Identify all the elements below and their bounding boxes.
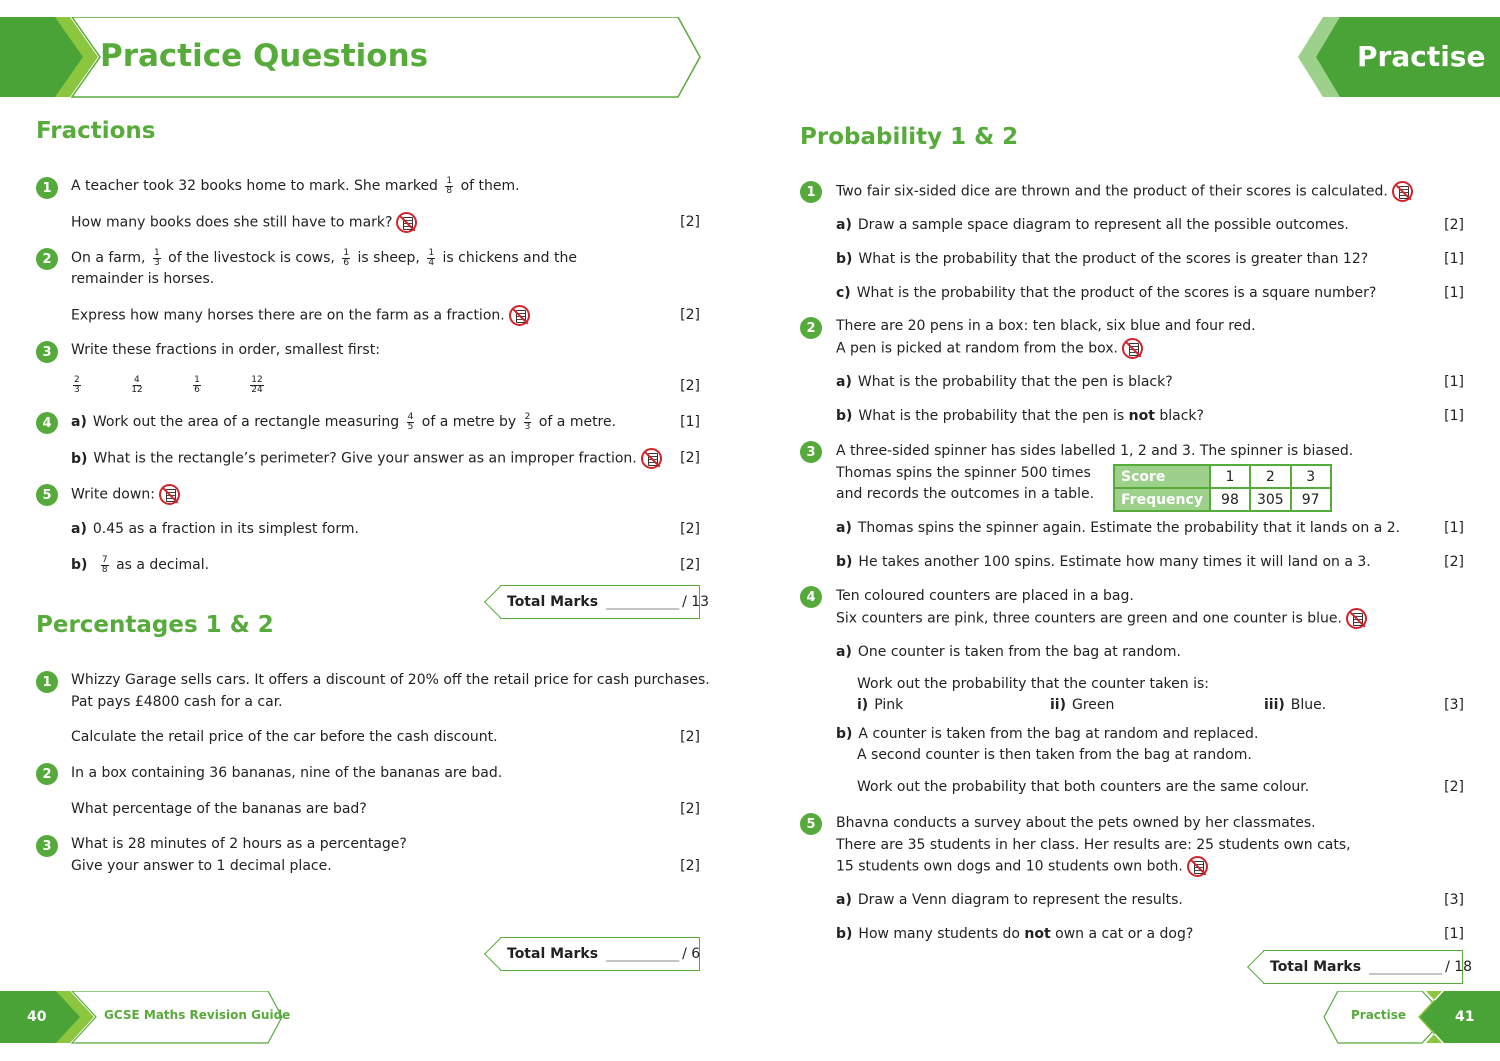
question-text: Give your answer to 1 decimal place. [71, 858, 332, 874]
question-text: A teacher took 32 books home to mark. She marked $\frac{1}{8}$ of them. [71, 175, 520, 196]
no-calculator-icon [159, 484, 180, 505]
fraction: $\frac{12}{24}$ [251, 374, 263, 395]
fraction-list [70, 375, 267, 396]
question-part: a) One counter is taken from the bag at random. [836, 644, 1181, 660]
marks: [2] [680, 729, 700, 745]
question-number: 4 [800, 586, 822, 608]
marks: [2] [680, 858, 700, 874]
question-text: Calculate the retail price of the car before the cash discount. [71, 729, 498, 745]
section-banner-title: Practise [1357, 40, 1486, 73]
question-number: 2 [800, 317, 822, 339]
question-text: What percentage of the bananas are bad? [71, 801, 367, 817]
question-part: b) He takes another 100 spins. Estimate how many times it will land on a 3. [836, 554, 1371, 570]
marks: [2] [680, 307, 700, 323]
question-text: Thomas spins the spinner 500 times [836, 465, 1091, 481]
question-text: Work out the probability that both counters are the same colour. [857, 779, 1310, 795]
question-text: Work out the probability that the counter taken is: [857, 676, 1209, 692]
marks: [2] [680, 378, 700, 394]
marks: [1] [1444, 408, 1464, 424]
question-part: b) What is the probability that the product of the scores is greater than 12? [836, 251, 1369, 267]
question-text: Two fair six-sided dice are thrown and the product of their scores is calculated. [836, 181, 1413, 203]
question-text: A second counter is then taken from the bag at random. [857, 747, 1252, 763]
question-text: A three-sided spinner has sides labelled 1, 2 and 3. The spinner is biased. [836, 443, 1354, 459]
fraction: $\frac{1}{8}$ [446, 175, 453, 196]
question-part: b) What is the probability that the pen is not black? [836, 408, 1204, 424]
question-text: Pat pays £4800 cash for a car. [71, 694, 283, 710]
question-part: a) 0.45 as a fraction in its simplest form. [71, 521, 359, 537]
question-number: 5 [36, 484, 58, 506]
table-header: Frequency [1114, 488, 1210, 511]
question-part: b) What is the rectangle’s perimeter? Give your answer as an improper fraction. [71, 448, 662, 470]
question-part: a) What is the probability that the pen is black? [836, 374, 1173, 390]
question-number: 3 [36, 835, 58, 857]
probability-title: Probability 1 & 2 [800, 124, 1019, 150]
question-part: b) A counter is taken from the bag at random and replaced. [836, 726, 1259, 742]
question-text: Ten coloured counters are placed in a bag. [836, 588, 1134, 604]
question-text: Whizzy Garage sells cars. It offers a discount of 20% off the retail price for cash purchases. [71, 672, 710, 688]
question-text: Express how many horses there are on the farm as a fraction. [71, 305, 530, 327]
question-text: Six counters are pink, three counters are green and one counter is blue. [836, 608, 1367, 630]
question-text: In a box containing 36 bananas, nine of the bananas are bad. [71, 765, 503, 781]
percentages-title: Percentages 1 & 2 [36, 612, 274, 638]
marks: [2] [680, 557, 700, 573]
question-number: 1 [800, 181, 822, 203]
footer-label: GCSE Maths Revision Guide [104, 1008, 291, 1022]
marks: [3] [1444, 697, 1464, 713]
question-number: 4 [36, 412, 58, 434]
table-header: Score [1114, 465, 1210, 488]
frequency-table [1113, 464, 1332, 512]
question-number: 2 [36, 763, 58, 785]
table-row [1114, 465, 1331, 488]
marks: [2] [1444, 554, 1464, 570]
no-calculator-icon [509, 305, 530, 326]
no-calculator-icon [1392, 181, 1413, 202]
question-number: 5 [800, 813, 822, 835]
question-number: 1 [36, 671, 58, 693]
question-text: A pen is picked at random from the box. [836, 338, 1143, 360]
question-text: How many books does she still have to mark? [71, 212, 417, 234]
table-cell: 305 [1250, 488, 1291, 511]
question-text: Bhavna conducts a survey about the pets owned by her classmates. [836, 815, 1316, 831]
marks: [2] [1444, 779, 1464, 795]
question-text: There are 20 pens in a box: ten black, six blue and four red. [836, 318, 1256, 334]
page-title: Practice Questions [100, 38, 429, 74]
sub-part: ii) Green [1050, 697, 1115, 713]
marks: [1] [680, 414, 700, 430]
table-row [1114, 488, 1331, 511]
question-number: 3 [800, 441, 822, 463]
question-number: 1 [36, 177, 58, 199]
table-cell: 98 [1210, 488, 1250, 511]
question-number: 2 [36, 248, 58, 270]
page-number: 40 [27, 1009, 47, 1025]
question-text: remainder is horses. [71, 271, 215, 287]
table-cell: 2 [1250, 465, 1291, 488]
table-cell: 3 [1291, 465, 1331, 488]
total-marks-box: Total Marks ____________ / 6 [500, 937, 700, 971]
sub-part: i) Pink [857, 697, 904, 713]
marks: [2] [1444, 217, 1464, 233]
fractions-title: Fractions [36, 118, 156, 144]
footer-label: Practise [1351, 1008, 1407, 1022]
marks: [2] [680, 214, 700, 230]
marks: [1] [1444, 251, 1464, 267]
question-part: b) $\frac{7}{8}$ as a decimal. [71, 554, 210, 575]
marks: [1] [1444, 285, 1464, 301]
no-calculator-icon [1122, 338, 1143, 359]
page-number: 41 [1455, 1009, 1475, 1025]
question-text: On a farm, $\frac{1}{3}$ of the livestock is cows, $\frac{1}{6}$ is sheep, $\frac{1}{4}$ is chickens and the [71, 247, 577, 268]
question-text: Write these fractions in order, smallest first: [71, 342, 380, 358]
question-part: a) Thomas spins the spinner again. Estimate the probability that it lands on a 2. [836, 520, 1401, 536]
marks: [1] [1444, 926, 1464, 942]
question-number: 3 [36, 341, 58, 363]
question-part: b) How many students do not own a cat or a dog? [836, 926, 1194, 942]
marks: [2] [680, 801, 700, 817]
marks: [1] [1444, 520, 1464, 536]
sub-part: iii) Blue. [1264, 697, 1327, 713]
no-calculator-icon [1187, 856, 1208, 877]
marks: [1] [1444, 374, 1464, 390]
marks: [2] [680, 450, 700, 466]
total-marks-box: Total Marks ____________ / 18 [1263, 950, 1463, 984]
no-calculator-icon [1346, 608, 1367, 629]
table-cell: 97 [1291, 488, 1331, 511]
table-cell: 1 [1210, 465, 1250, 488]
question-text: and records the outcomes in a table. [836, 486, 1095, 502]
fraction: $\frac{4}{12}$ [131, 374, 143, 395]
no-calculator-icon [396, 212, 417, 233]
question-text: 15 students own dogs and 10 students own both. [836, 856, 1208, 878]
marks: [3] [1444, 892, 1464, 908]
question-part: c) What is the probability that the product of the scores is a square number? [836, 285, 1377, 301]
question-part: a) Draw a sample space diagram to represent all the possible outcomes. [836, 217, 1349, 233]
fraction: $\frac{1}{6}$ [194, 374, 200, 395]
question-part: a) Draw a Venn diagram to represent the results. [836, 892, 1183, 908]
question-text: What is 28 minutes of 2 hours as a percentage? [71, 836, 407, 852]
question-part: a) Work out the area of a rectangle measuring $\frac{4}{5}$ of a metre by $\frac{2}{3}$ of a metre. [71, 411, 617, 432]
marks: [2] [680, 521, 700, 537]
question-text: Write down: [71, 484, 180, 506]
total-marks-box: Total Marks ____________ / 13 [500, 585, 700, 619]
question-text: There are 35 students in her class. Her results are: 25 students own cats, [836, 837, 1351, 853]
fraction: $\frac{2}{3}$ [74, 374, 80, 395]
